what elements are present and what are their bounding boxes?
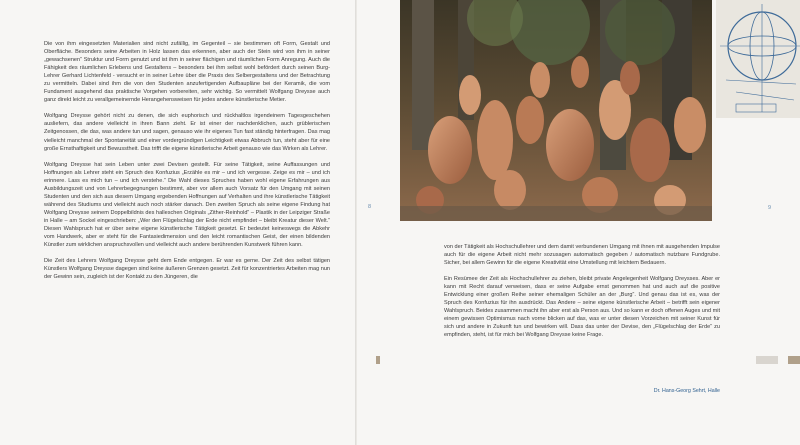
page-number-left: 8 — [368, 204, 372, 210]
page-number-right: 9 — [768, 205, 772, 211]
left-paragraph-4: Die Zeit des Lehrers Wolfgang Dreysse geht dem Ende entgegen. Er war es gerne. Der Zeit des selbst tätigen Künstlers Wolfgang Dreysse dagegen sind keine äußeren Grenzen gesetzt. Zeit für konzentriertes Arbeiten mag nun der Gewinn sein, zugleich ist der Kontakt zu den Jüngeren, die — [44, 258, 330, 281]
ceramic-vessels-photo — [400, 0, 712, 221]
left-paragraph-2: Wolfgang Dreysse gehört nicht zu denen, die sich euphorisch und rückhaltlos irgendeinem Tagesgeschehen ausliefern, das andere vielleicht in ihren Bann zieht. Er ist einer der nachdenklichen, auch grüblerischen Zeitgenossen, die das, was andere tun und sagen, genauso wie ihr eigenes Tun fast ständig hinterfragen. Das mag vielleicht manchmal der Spontaneität und einer vordergründigen Leichtigkeit etwas Abbruch tun, steht aber für eine große Ernsthaftigkeit und Bewusstheit. Das trifft die eigene künstlerische Arbeit genauso wie das Wirken als Lehrer. — [44, 113, 330, 152]
marker-bar-light-icon — [756, 356, 778, 364]
ceramic-vessels-illustration — [400, 0, 712, 221]
sketch-drawing-illustration — [716, 0, 800, 118]
book-gutter — [355, 0, 357, 445]
left-text-column — [44, 40, 330, 289]
section-marker-icon — [376, 356, 380, 364]
marker-bar-tan-icon — [788, 356, 800, 364]
author-signature: Dr. Hans-Georg Sehrt, Halle — [653, 388, 720, 394]
left-paragraph-3: Wolfgang Dreysse hat sein Leben unter zwei Devisen gestellt. Für seine Tätigkeit, seine Auffassungen und Hoffnungen als Lehrer steht ein Spruch des Konfuzius „Erzähle es mir – und ich vergesse. Zeige es mir – und ich erinnere. Lass es mich tun – und ich verstehe.“ Die Wahl dieses Spruches haben wohl eigene Erfahrungen aus Ausbildungszeit und von Lehrerbegegnungen bestimmt, aber vor allem auch Vorsatz für den Umgang mit seinen Studenten und den sich aus diesem Umgang ergebenden Hoffnungen auf Verhalten und ihre künstlerische Tätigkeit während des Studiums und vielleicht auch noch stärker danach. Den zweiten Spruch als seine eigene Findung hat Wolfgang Dreysse seinem Doppelbildnis des halleschen Originals „Zither-Reinhold“ – Plastik in der Leipziger Straße in Halle – am Sockel eingeschrieben: „Wer den Flügelschlag der Erde nicht empfindet – bleibt Kreatur dieser Welt.“ Diesen Wahlspruch hat er über seine eigene künstlerische Tätigkeit gesetzt. Er bedeutet keineswegs die Abkehr vom Handwerk, aber er steht für die Fantasiedimension und den leicht romantischen Geist, der einen bildenden Künstler zum wirklichen anspruchsvollen und vielleicht auch andere berührenden Kunstwerk führen kann. — [44, 161, 330, 249]
right-text-column — [444, 243, 720, 348]
technical-sketch-drawing — [716, 0, 800, 118]
right-paragraph-1: von der Tätigkeit als Hochschullehrer und dem damit verbundenen Umgang mit ihnen mit ausgehenden Impulse auch für die eigene Arbeit nicht mehr sozusagen automatisch gegeben / automatisch nutzbare Fundgrube. Sicher, bei allem Gewinn für die eigene Kreativität eine Umstellung mit leichtem Bedauern. — [444, 244, 720, 267]
right-paragraph-2: Ein Resümee der Zeit als Hochschullehrer zu ziehen, bleibt private Angelegenheit Wolfgang Dreysses. Aber er kann mit Recht darauf verweisen, dass er seine Aufgabe ernst genommen hat und auch auf die positive Entwicklung einer großen Reihe seiner ehemaligen Schüler an der „Burg“. Und genau das ist es, was der Spruch des Konfuzius für ihn ausdrückt. Das Andere – seine eigene künstlerische Arbeit – betrifft sein eigener Wahlspruch. Beides zusammen macht ihn aber erst als Person aus. Und so kann er doch offenen Auges und mit einem gewissen Optimismus nach vorne blicken auf das, was er unter diesen Vorzeichen mit seiner Kunst für sich und andere in Zukunft tun und bewirken will. Dass das unter der Devise, den „Flügelschlag der Erde“ zu empfinden, steht, ist für mich bei Wolfgang Dreysse keine Frage. — [444, 276, 720, 339]
left-paragraph-1: Die von ihm eingesetzten Materialien sind nicht zufällig, im Gegenteil – sie bestimmen oft Form, Gestalt und Oberfläche. Besonders seine Arbeiten in Holz lassen das erkennen, aber auch der Stein wird von ihm in seiner „gewachsenen“ Struktur und Form genutzt und ist ihm in seiner flächigen und räumlichen Form Anregung. Auch die Fähigkeit des räumlichen Erlebens und Gestaltens – besonders bei ihm selbst wohl befördert durch seinen Burg-Lehrer Gerhard Lichtenfeld - versucht er in seiner Lehre über die Praxis des Selbergestaltens und der Betrachtung zu vermitteln. Dabei sind ihm die von den Studenten anzufertigenden Aufbaupläne bei der Keramik, die vom Fundament ausgehend das praktische Vorgehen vorbereiten, sehr wichtig. So vermittelt Wolfgang Dreysse auch ganz direkt leicht zu verallgemeinernde Herangehensweisen für jedes andere künstlerische Metier. — [44, 41, 330, 104]
